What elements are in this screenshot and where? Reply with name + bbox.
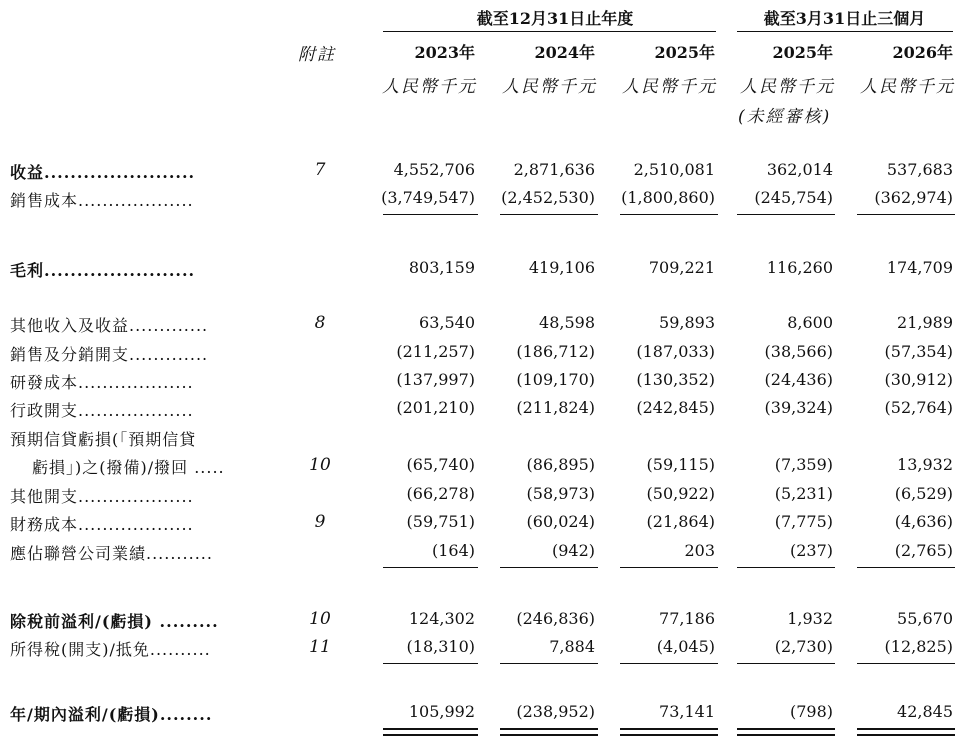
header-group-quarter-rule bbox=[737, 31, 953, 32]
cell-assoc-2024: (942) bbox=[551, 541, 595, 560]
subtotal-rule-2026q bbox=[857, 214, 955, 215]
cell-cos-2025q: (245,754) bbox=[754, 188, 833, 207]
cell-assoc-2025: 203 bbox=[684, 541, 715, 560]
row-label-income-tax: 所得稅(開支)/抵免.......... bbox=[10, 640, 211, 659]
cell-revenue-2023: 4,552,706 bbox=[393, 160, 475, 179]
row-note-ecl: 10 bbox=[309, 455, 331, 475]
subtotal-rule-2025q bbox=[737, 214, 835, 215]
row-label-cost-of-sales: 銷售成本................... bbox=[10, 191, 194, 210]
total-double-rule-2025q bbox=[737, 728, 835, 736]
cell-revenue-2025q: 362,014 bbox=[766, 160, 833, 179]
row-label-ecl-line2: 虧損」)之(撥備)/撥回 ..... bbox=[32, 458, 225, 477]
note-column-header: 附註 bbox=[298, 45, 336, 65]
cell-gp-2025q: 116,260 bbox=[766, 258, 833, 277]
row-label-other-expenses: 其他開支................... bbox=[10, 487, 194, 506]
cell-pbt-2024: (246,836) bbox=[516, 609, 595, 628]
row-label-ecl-line1: 預期信貸虧損(「預期信貸 bbox=[10, 430, 197, 449]
cell-oi-2024: 48,598 bbox=[539, 313, 595, 332]
cell-oe-2026q: (6,529) bbox=[894, 484, 953, 503]
cell-net-2025: 73,141 bbox=[659, 702, 715, 721]
cell-sell-2023: (211,257) bbox=[396, 342, 475, 361]
net-rule-2023 bbox=[383, 663, 478, 664]
cell-sell-2026q: (57,354) bbox=[884, 342, 953, 361]
cell-tax-2025: (4,045) bbox=[656, 637, 715, 656]
cell-tax-2026q: (12,825) bbox=[884, 637, 953, 656]
pbt-rule-2025 bbox=[620, 567, 718, 568]
cell-assoc-2026q: (2,765) bbox=[894, 541, 953, 560]
cell-rd-2025: (130,352) bbox=[636, 370, 715, 389]
cell-gp-2025: 709,221 bbox=[648, 258, 715, 277]
unit-header-2025: 人民幣千元 bbox=[622, 77, 717, 97]
cell-admin-2025: (242,845) bbox=[636, 398, 715, 417]
row-label-profit-before-tax: 除稅前溢利/(虧損) ......... bbox=[10, 612, 219, 631]
subtotal-rule-2023 bbox=[383, 214, 478, 215]
cell-admin-2026q: (52,764) bbox=[884, 398, 953, 417]
total-double-rule-2024 bbox=[500, 728, 598, 736]
cell-rd-2023: (137,997) bbox=[396, 370, 475, 389]
cell-pbt-2025q: 1,932 bbox=[787, 609, 833, 628]
cell-ecl-2026q: 13,932 bbox=[897, 455, 953, 474]
net-rule-2025 bbox=[620, 663, 718, 664]
year-header-2025-q1: 2025年 bbox=[772, 43, 833, 62]
cell-ecl-2023: (65,740) bbox=[406, 455, 475, 474]
cell-gp-2023: 803,159 bbox=[408, 258, 475, 277]
subtotal-rule-2025 bbox=[620, 214, 718, 215]
cell-pbt-2025: 77,186 bbox=[659, 609, 715, 628]
cell-pbt-2026q: 55,670 bbox=[897, 609, 953, 628]
cell-net-2024: (238,952) bbox=[516, 702, 595, 721]
cell-revenue-2024: 2,871,636 bbox=[513, 160, 595, 179]
year-header-2026-q1: 2026年 bbox=[892, 43, 953, 62]
total-double-rule-2025 bbox=[620, 728, 718, 736]
cell-admin-2023: (201,210) bbox=[396, 398, 475, 417]
cell-fin-2025: (21,864) bbox=[646, 512, 715, 531]
cell-net-2023: 105,992 bbox=[408, 702, 475, 721]
cell-cos-2023: (3,749,547) bbox=[381, 188, 475, 207]
cell-sell-2025q: (38,566) bbox=[764, 342, 833, 361]
cell-oi-2023: 63,540 bbox=[419, 313, 475, 332]
net-rule-2025q bbox=[737, 663, 835, 664]
cell-rd-2026q: (30,912) bbox=[884, 370, 953, 389]
cell-oe-2025q: (5,231) bbox=[774, 484, 833, 503]
row-note-revenue: 7 bbox=[314, 160, 326, 180]
cell-pbt-2023: 124,302 bbox=[408, 609, 475, 628]
total-double-rule-2026q bbox=[857, 728, 955, 736]
cell-fin-2024: (60,024) bbox=[526, 512, 595, 531]
cell-revenue-2026q: 537,683 bbox=[886, 160, 953, 179]
row-label-finance-costs: 財務成本................... bbox=[10, 515, 194, 534]
pbt-rule-2025q bbox=[737, 567, 835, 568]
pbt-rule-2023 bbox=[383, 567, 478, 568]
cell-oe-2025: (50,922) bbox=[646, 484, 715, 503]
unaudited-note: (未經審核) bbox=[738, 107, 832, 127]
row-label-admin-expenses: 行政開支................... bbox=[10, 401, 194, 420]
cell-cos-2025: (1,800,860) bbox=[621, 188, 715, 207]
cell-oi-2025q: 8,600 bbox=[787, 313, 833, 332]
pbt-rule-2024 bbox=[500, 567, 598, 568]
row-label-revenue: 收益....................... bbox=[10, 163, 196, 182]
row-label-rd-costs: 研發成本................... bbox=[10, 373, 194, 392]
cell-admin-2024: (211,824) bbox=[516, 398, 595, 417]
pbt-rule-2026q bbox=[857, 567, 955, 568]
row-label-profit-for-period: 年/期內溢利/(虧損)........ bbox=[10, 705, 213, 724]
cell-ecl-2025q: (7,359) bbox=[774, 455, 833, 474]
header-group-annual: 截至12月31日止年度 bbox=[476, 9, 634, 28]
net-rule-2026q bbox=[857, 663, 955, 664]
header-group-quarter: 截至3月31日止三個月 bbox=[763, 9, 926, 28]
cell-oi-2025: 59,893 bbox=[659, 313, 715, 332]
cell-ecl-2024: (86,895) bbox=[526, 455, 595, 474]
row-label-gross-profit: 毛利....................... bbox=[10, 261, 196, 280]
cell-oi-2026q: 21,989 bbox=[897, 313, 953, 332]
cell-gp-2024: 419,106 bbox=[528, 258, 595, 277]
cell-fin-2023: (59,751) bbox=[406, 512, 475, 531]
cell-assoc-2023: (164) bbox=[431, 541, 475, 560]
row-label-other-income: 其他收入及收益............. bbox=[10, 316, 209, 335]
cell-oe-2023: (66,278) bbox=[406, 484, 475, 503]
cell-assoc-2025q: (237) bbox=[789, 541, 833, 560]
row-note-income-tax: 11 bbox=[309, 637, 331, 657]
row-note-other-income: 8 bbox=[314, 313, 326, 333]
cell-cos-2024: (2,452,530) bbox=[501, 188, 595, 207]
cell-tax-2023: (18,310) bbox=[406, 637, 475, 656]
cell-revenue-2025: 2,510,081 bbox=[633, 160, 715, 179]
cell-cos-2026q: (362,974) bbox=[874, 188, 953, 207]
cell-sell-2025: (187,033) bbox=[636, 342, 715, 361]
cell-gp-2026q: 174,709 bbox=[886, 258, 953, 277]
unit-header-2026-q1: 人民幣千元 bbox=[860, 77, 955, 97]
total-double-rule-2023 bbox=[383, 728, 478, 736]
cell-fin-2026q: (4,636) bbox=[894, 512, 953, 531]
cell-oe-2024: (58,973) bbox=[526, 484, 595, 503]
row-note-finance-costs: 9 bbox=[314, 512, 326, 532]
cell-net-2025q: (798) bbox=[789, 702, 833, 721]
row-label-selling-expenses: 銷售及分銷開支............. bbox=[10, 345, 209, 364]
year-header-2023: 2023年 bbox=[414, 43, 475, 62]
header-group-annual-rule bbox=[383, 31, 716, 32]
row-note-profit-before-tax: 10 bbox=[309, 609, 331, 629]
cell-sell-2024: (186,712) bbox=[516, 342, 595, 361]
cell-tax-2025q: (2,730) bbox=[774, 637, 833, 656]
year-header-2024: 2024年 bbox=[534, 43, 595, 62]
unit-header-2025-q1: 人民幣千元 bbox=[740, 77, 835, 97]
unit-header-2024: 人民幣千元 bbox=[502, 77, 597, 97]
cell-ecl-2025: (59,115) bbox=[646, 455, 715, 474]
row-label-associates: 應佔聯營公司業績........... bbox=[10, 544, 213, 563]
cell-rd-2024: (109,170) bbox=[516, 370, 595, 389]
unit-header-2023: 人民幣千元 bbox=[382, 77, 477, 97]
net-rule-2024 bbox=[500, 663, 598, 664]
year-header-2025: 2025年 bbox=[654, 43, 715, 62]
subtotal-rule-2024 bbox=[500, 214, 598, 215]
cell-rd-2025q: (24,436) bbox=[764, 370, 833, 389]
cell-fin-2025q: (7,775) bbox=[774, 512, 833, 531]
cell-net-2026q: 42,845 bbox=[897, 702, 953, 721]
cell-tax-2024: 7,884 bbox=[549, 637, 595, 656]
cell-admin-2025q: (39,324) bbox=[764, 398, 833, 417]
